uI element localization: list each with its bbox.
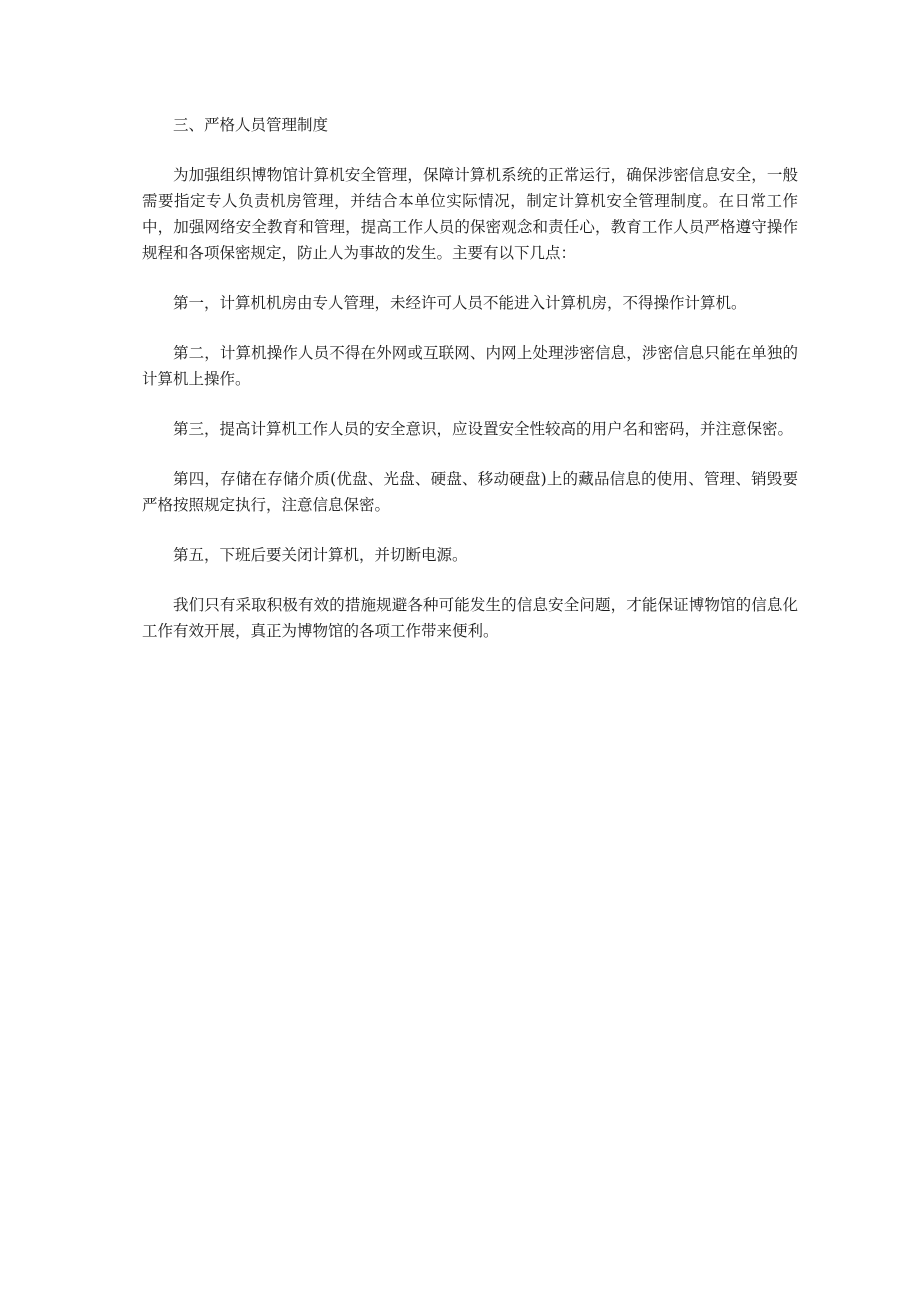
rule-paragraph-1: 第一，计算机机房由专人管理，未经许可人员不能进入计算机房，不得操作计算机。: [173, 294, 747, 312]
rule-paragraph-3: 第三，提高计算机工作人员的安全意识，应设置安全性较高的用户名和密码，并注意保密。: [173, 420, 794, 438]
section-heading: 三、严格人员管理制度: [173, 116, 329, 134]
conclusion-paragraph: 我们只有采取积极有效的措施规避各种可能发生的信息安全问题，才能保证博物馆的信息化工作有效开展，真正为博物馆的各项工作带来便利。: [142, 596, 798, 640]
document-body: [142, 112, 798, 668]
rule-paragraph-2: 第二，计算机操作人员不得在外网或互联网、内网上处理涉密信息，涉密信息只能在单独的计算机上操作。: [142, 344, 798, 388]
rule-paragraph-4: 第四，存储在存储介质(优盘、光盘、硬盘、移动硬盘)上的藏品信息的使用、管理、销毁要严格按照规定执行，注意信息保密。: [142, 470, 798, 514]
intro-paragraph: 为加强组织博物馆计算机安全管理，保障计算机系统的正常运行，确保涉密信息安全，一般需要指定专人负责机房管理，并结合本单位实际情况，制定计算机安全管理制度。在日常工作中，加强网络安全教育和管理，提高工作人员的保密观念和责任心，教育工作人员严格遵守操作规程和各项保密规定，防止人为事故的发生。主要有以下几点：: [142, 166, 798, 262]
rule-paragraph-5: 第五，下班后要关闭计算机，并切断电源。: [173, 546, 468, 564]
